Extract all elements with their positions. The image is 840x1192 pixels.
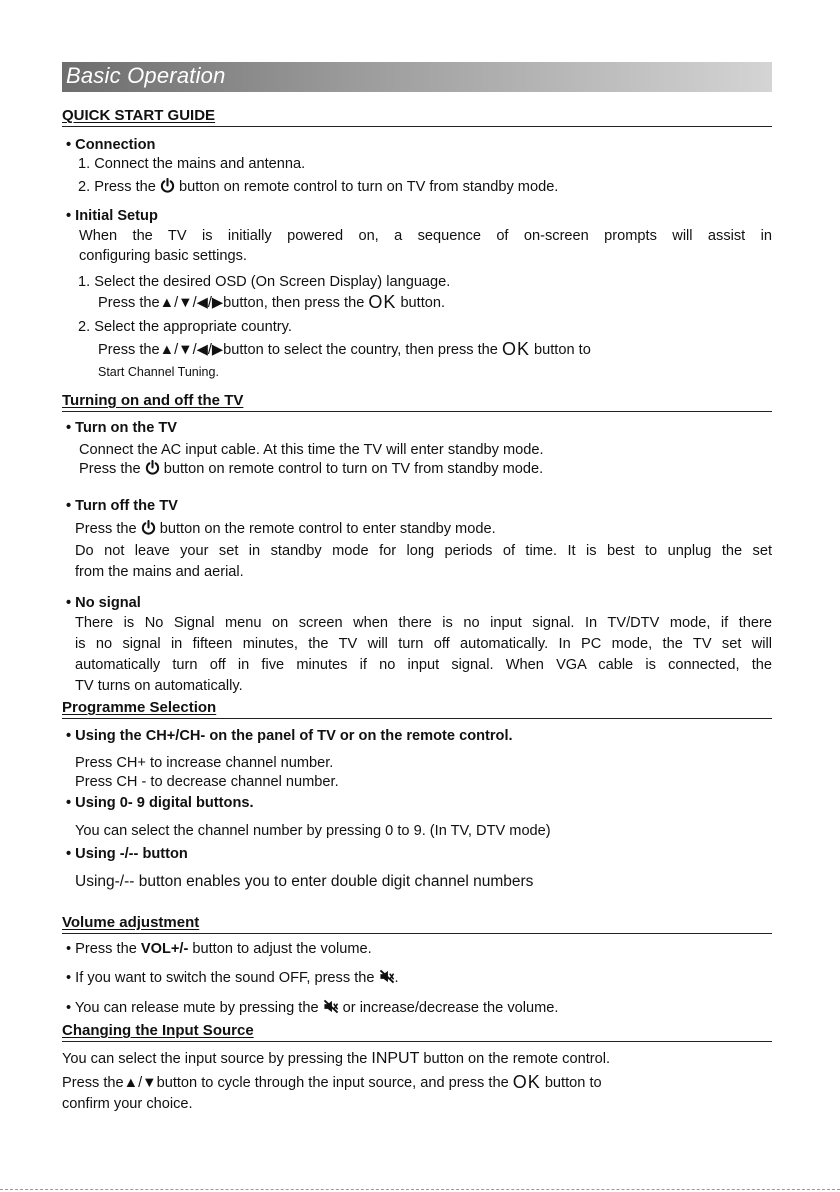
- turn-off-line-1: Press the button on the remote control to enter standby mode.: [75, 521, 496, 537]
- ch-line-2: Press CH - to decrease channel number.: [75, 774, 339, 790]
- initial-setup-title: • Initial Setup: [66, 208, 158, 224]
- connection-step1: 1. Connect the mains and antenna.: [78, 156, 306, 172]
- heading-volume: Volume adjustment: [62, 914, 772, 934]
- input-line-1: You can select the input source by pressing the INPUT button on the remote control.: [62, 1050, 611, 1067]
- page-edge: [0, 1189, 840, 1190]
- section-banner: [62, 62, 772, 92]
- volume-line-1: • Press the VOL+/- button to adjust the volume.: [66, 941, 372, 957]
- mute-icon: [323, 999, 339, 1014]
- turn-off-title: • Turn off the TV: [66, 498, 178, 514]
- input-line-2: Press the▲/▼button to cycle through the input source, and press the OK button to: [62, 1072, 602, 1092]
- ch-line-1: Press CH+ to increase channel number.: [75, 755, 334, 771]
- heading-turning: Turning on and off the TV: [62, 392, 772, 412]
- initial-setup-step1: 1. Select the desired OSD (On Screen Display) language.: [78, 274, 451, 290]
- no-signal-line-1: There is No Signal menu on screen when there is no input signal. In TV/DTV mode, if there: [75, 615, 772, 631]
- heading-quick-start: QUICK START GUIDE: [62, 107, 772, 127]
- initial-setup-step2b: Press the▲/▼/◀/▶button to select the country, then press the OK button to: [98, 339, 591, 359]
- heading-programme: Programme Selection: [62, 699, 772, 719]
- volume-line-2: • If you want to switch the sound OFF, press the .: [66, 970, 399, 986]
- input-line-3: confirm your choice.: [62, 1096, 193, 1112]
- mute-icon: [379, 969, 395, 984]
- initial-setup-intro-2: configuring basic settings.: [79, 248, 247, 264]
- ok-key-label: OK: [368, 292, 397, 312]
- connection-step2: 2. Press the button on remote control to turn on TV from standby mode.: [78, 179, 559, 195]
- no-signal-line-3: automatically turn off in five minutes if no input signal. When VGA cable is connected, the: [75, 657, 772, 673]
- ok-key-label: OK: [501, 339, 530, 359]
- power-icon: [160, 178, 175, 193]
- initial-setup-step2: 2. Select the appropriate country.: [78, 319, 292, 335]
- no-signal-title: • No signal: [66, 595, 141, 611]
- volume-line-3: • You can release mute by pressing the or increase/decrease the volume.: [66, 1000, 559, 1016]
- power-icon: [145, 460, 160, 475]
- no-signal-line-4: TV turns on automatically.: [75, 678, 243, 694]
- turn-on-line-2: Press the button on remote control to turn on TV from standby mode.: [79, 461, 544, 477]
- input-key-label: INPUT: [371, 1050, 420, 1067]
- heading-input-source: Changing the Input Source: [62, 1022, 772, 1042]
- turn-off-line-2: Do not leave your set in standby mode for long periods of time. It is best to unplug the set: [75, 543, 772, 559]
- banner-title: Basic Operation: [66, 63, 226, 88]
- ok-key-label: OK: [512, 1072, 541, 1092]
- initial-setup-intro-1: When the TV is initially powered on, a sequence of on-screen prompts will assist in: [79, 228, 772, 244]
- turn-on-line-1: Connect the AC input cable. At this time the TV will enter standby mode.: [79, 442, 544, 458]
- turn-on-title: • Turn on the TV: [66, 420, 178, 436]
- initial-setup-step2c: Start Channel Tuning.: [98, 365, 219, 379]
- no-signal-line-2: is no signal in fifteen minutes, the TV will turn off automatically. In PC mode, the TV set will: [75, 636, 772, 652]
- ch-title: • Using the CH+/CH- on the panel of TV or on the remote control.: [66, 728, 513, 744]
- initial-setup-step1b: Press the▲/▼/◀/▶button, then press the OK button.: [98, 292, 446, 312]
- power-icon: [141, 520, 156, 535]
- connection-title: • Connection: [66, 137, 156, 153]
- turn-off-line-3: from the mains and aerial.: [75, 564, 244, 580]
- dash-line-1: Using-/-- button enables you to enter double digit channel numbers: [75, 873, 534, 890]
- digit-line-1: You can select the channel number by pressing 0 to 9. (In TV, DTV mode): [75, 823, 551, 839]
- dash-title: • Using -/-- button: [66, 846, 188, 862]
- digit-title: • Using 0- 9 digital buttons.: [66, 795, 254, 811]
